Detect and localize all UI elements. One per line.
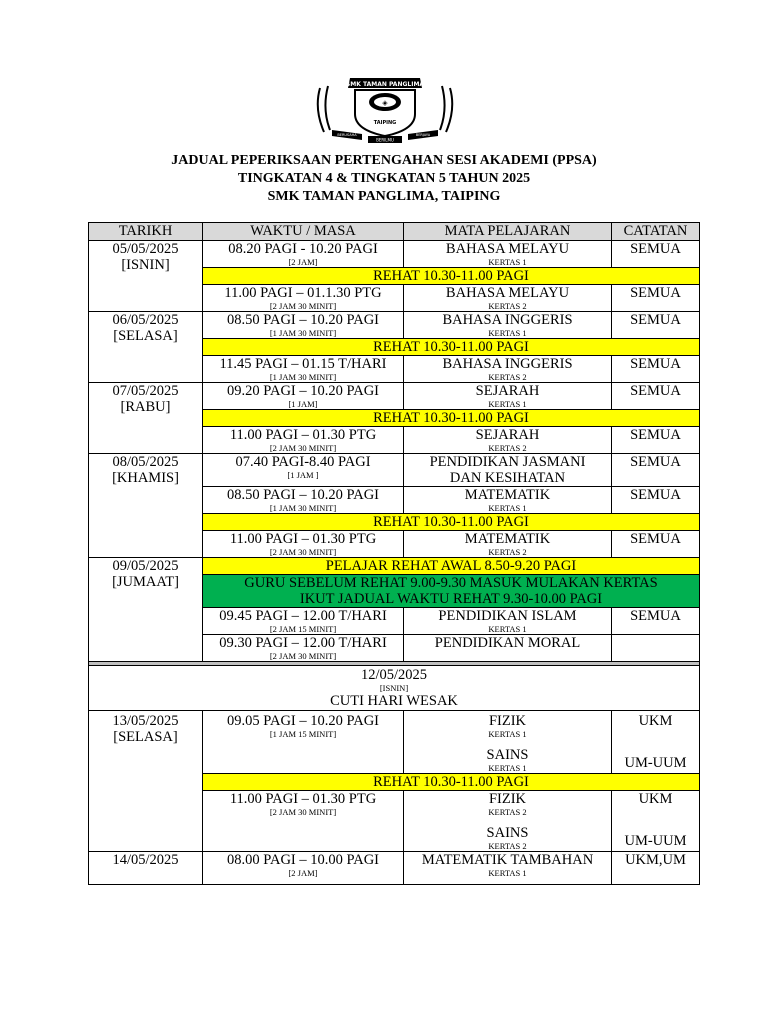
subject-cell (404, 454, 612, 487)
subject-text: PENDIDIKAN ISLAM (438, 608, 577, 624)
paper-text: KERTAS 1 (488, 503, 527, 513)
note-text: UM-UUM (624, 833, 687, 849)
paper-text: KERTAS 1 (488, 399, 527, 409)
subject-text: FIZIK (488, 713, 527, 729)
table-row (89, 711, 700, 774)
duration-text: [1 JAM 30 MINIT] (269, 503, 337, 513)
subject-cell (404, 711, 612, 774)
teacher-note-line-2: IKUT JADUAL WAKTU REHAT 9.30-10.00 PAGI (299, 591, 603, 607)
duration-text: [2 JAM 30 MINIT] (269, 547, 337, 557)
subject-cell (404, 487, 612, 514)
paper-text: KERTAS 1 (488, 868, 527, 878)
time-text: 09.05 PAGI – 10.20 PAGI (226, 713, 379, 729)
subject-text: BAHASA INGGERIS (442, 312, 573, 328)
date-text: 07/05/2025 (112, 383, 179, 399)
date-cell (89, 241, 203, 312)
subject-text: BAHASA MELAYU (445, 241, 570, 257)
paper-text: KERTAS 2 (488, 547, 527, 557)
note-text: UKM (638, 713, 673, 729)
note-cell (612, 711, 700, 774)
subject-text: FIZIK (488, 791, 527, 807)
subject-text: MATEMATIK (464, 531, 551, 547)
break-text: REHAT 10.30-11.00 PAGI (203, 410, 700, 427)
note-cell: SEMUA (612, 531, 700, 558)
note-cell: SEMUA (612, 454, 700, 487)
date-text: 05/05/2025 (112, 241, 179, 257)
school-logo (310, 74, 460, 144)
time-cell (203, 383, 404, 410)
paper-text: KERTAS 2 (488, 807, 527, 817)
logo-motto-bottom: BERILMU (376, 137, 394, 143)
duration-text: [2 JAM 30 MINIT] (269, 807, 337, 817)
time-cell (203, 312, 404, 339)
date-text: 12/05/2025 (360, 667, 428, 683)
teacher-note-line-1: GURU SEBELUM REHAT 9.00-9.30 MASUK MULAKAN KERTAS (244, 575, 658, 591)
duration-text: [2 JAM] (288, 257, 318, 267)
note-cell: SEMUA (612, 285, 700, 312)
table-header-row (89, 223, 700, 241)
paper-text: KERTAS 2 (488, 841, 527, 851)
subject-text: MATEMATIK (464, 487, 551, 503)
duration-text: [2 JAM] (288, 868, 318, 878)
time-text: 11.00 PAGI – 01.1.30 PTG (224, 285, 382, 301)
date-cell (89, 558, 203, 662)
time-cell (203, 285, 404, 312)
paper-text: KERTAS 2 (488, 301, 527, 311)
note-cell: SEMUA (612, 427, 700, 454)
note-cell: SEMUA (612, 487, 700, 514)
time-cell (203, 454, 404, 487)
svg-text:◈: ◈ (382, 99, 388, 107)
time-text: 11.45 PAGI – 01.15 T/HARI (219, 356, 387, 372)
date-text: 06/05/2025 (112, 312, 179, 328)
time-cell (203, 356, 404, 383)
subject-cell (404, 383, 612, 410)
paper-text: KERTAS 1 (488, 257, 527, 267)
time-text: 09.20 PAGI – 10.20 PAGI (226, 383, 379, 399)
table-row (89, 558, 700, 575)
header-tarikh: TARIKH (89, 223, 203, 241)
paper-text: KERTAS 1 (488, 729, 527, 739)
title-line-2: TINGKATAN 4 & TINGKATAN 5 TAHUN 2025 (237, 171, 531, 186)
duration-text: [1 JAM 15 MINIT] (269, 729, 337, 739)
note-text: UM-UUM (624, 755, 687, 771)
time-text: 08.20 PAGI - 10.20 PAGI (228, 241, 378, 257)
date-cell (89, 454, 203, 558)
subject-cell (404, 241, 612, 268)
table-row (89, 852, 700, 885)
subject-text: BAHASA INGGERIS (442, 356, 573, 372)
title-line-1: JADUAL PEPERIKSAAN PERTENGAHAN SESI AKADEMI (PPSA) (171, 153, 597, 168)
time-cell (203, 711, 404, 774)
note-cell: SEMUA (612, 608, 700, 635)
note-text: UKM (638, 791, 673, 807)
time-cell (203, 531, 404, 558)
duration-text: [2 JAM 15 MINIT] (269, 624, 337, 634)
duration-text: [2 JAM 30 MINIT] (269, 443, 337, 453)
time-text: 09.45 PAGI – 12.00 T/HARI (219, 608, 387, 624)
subject-cell (404, 427, 612, 454)
time-cell (203, 852, 404, 885)
table-row (89, 383, 700, 410)
time-text: 09.30 PAGI – 12.00 T/HARI (219, 635, 387, 651)
time-text: 07.40 PAGI-8.40 PAGI (235, 454, 371, 470)
break-text: REHAT 10.30-11.00 PAGI (203, 514, 700, 531)
note-cell: SEMUA (612, 356, 700, 383)
day-text: [JUMAAT] (112, 574, 179, 590)
paper-text: KERTAS 1 (488, 624, 527, 634)
date-cell (89, 383, 203, 454)
note-cell: SEMUA (612, 383, 700, 410)
note-cell: UKM,UM (612, 852, 700, 885)
logo-banner-text: SMK TAMAN PANGLIMA (345, 81, 425, 88)
early-break-text: PELAJAR REHAT AWAL 8.50-9.20 PAGI (203, 558, 700, 575)
holiday-text: CUTI HARI WESAK (330, 693, 458, 709)
paper-text: KERTAS 1 (488, 763, 527, 773)
day-text: [ISNIN] (379, 683, 409, 693)
date-cell (89, 312, 203, 383)
subject-cell (404, 531, 612, 558)
time-cell (203, 791, 404, 852)
note-cell (612, 791, 700, 852)
date-text: 14/05/2025 (112, 852, 179, 868)
subject-cell (404, 285, 612, 312)
paper-text: KERTAS 2 (488, 443, 527, 453)
date-cell (89, 852, 203, 885)
date-text: 08/05/2025 (112, 454, 179, 470)
subject-cell (404, 852, 612, 885)
day-text: [SELASA] (113, 328, 178, 344)
time-cell (203, 241, 404, 268)
subject-text: SEJARAH (475, 427, 540, 443)
date-text: 13/05/2025 (112, 713, 179, 729)
day-text: [SELASA] (113, 729, 178, 745)
time-text: 11.00 PAGI – 01.30 PTG (229, 791, 377, 807)
date-cell (89, 711, 203, 852)
header-catatan: CATATAN (612, 223, 700, 241)
duration-text: [1 JAM 30 MINIT] (269, 328, 337, 338)
paper-text: KERTAS 1 (488, 328, 527, 338)
subject-text: SAINS (486, 825, 529, 841)
holiday-cell (89, 666, 700, 711)
header-waktu: WAKTU / MASA (203, 223, 404, 241)
table-row (89, 312, 700, 339)
subject-cell (404, 312, 612, 339)
duration-text: [1 JAM ] (287, 470, 319, 480)
note-cell (612, 635, 700, 662)
document-title (0, 152, 768, 206)
title-line-3: SMK TAMAN PANGLIMA, TAIPING (267, 189, 501, 204)
header-mata-pelajaran: MATA PELAJARAN (404, 223, 612, 241)
day-text: [KHAMIS] (112, 470, 179, 486)
paper-text: KERTAS 2 (488, 372, 527, 382)
break-text: REHAT 10.30-11.00 PAGI (203, 774, 700, 791)
logo-motto-left: BERUSAHA (337, 133, 357, 137)
note-cell: SEMUA (612, 312, 700, 339)
table-row (89, 454, 700, 487)
day-text: [RABU] (120, 399, 171, 415)
logo-town-text: TAIPING (373, 120, 397, 126)
holiday-row (89, 666, 700, 711)
time-cell (203, 608, 404, 635)
time-text: 11.00 PAGI – 01.30 PTG (229, 531, 377, 547)
date-text: 09/05/2025 (112, 558, 179, 574)
duration-text: [1 JAM] (288, 399, 318, 409)
duration-text: [2 JAM 30 MINIT] (269, 651, 337, 661)
duration-text: [1 JAM 30 MINIT] (269, 372, 337, 382)
teacher-note-cell (203, 575, 700, 608)
time-cell (203, 635, 404, 662)
table-row (89, 241, 700, 268)
subject-text: PENDIDIKAN MORAL (434, 635, 581, 651)
subject-cell (404, 608, 612, 635)
duration-text: [2 JAM 30 MINIT] (269, 301, 337, 311)
exam-schedule-table (88, 222, 700, 885)
time-text: 08.00 PAGI – 10.00 PAGI (226, 852, 379, 868)
subject-text: SAINS (486, 747, 529, 763)
break-text: REHAT 10.30-11.00 PAGI (203, 339, 700, 356)
subject-text: DAN KESIHATAN (449, 470, 566, 486)
time-text: 08.50 PAGI – 10.20 PAGI (226, 487, 379, 503)
subject-cell (404, 356, 612, 383)
subject-text: SEJARAH (475, 383, 540, 399)
time-text: 08.50 PAGI – 10.20 PAGI (226, 312, 379, 328)
logo-motto-right: BERJAYA (415, 133, 431, 137)
time-text: 11.00 PAGI – 01.30 PTG (229, 427, 377, 443)
subject-text: MATEMATIK TAMBAHAN (421, 852, 594, 868)
time-cell (203, 487, 404, 514)
subject-text: PENDIDIKAN JASMANI (429, 454, 586, 470)
break-text: REHAT 10.30-11.00 PAGI (203, 268, 700, 285)
day-text: [ISNIN] (121, 257, 170, 273)
subject-cell (404, 635, 612, 662)
note-cell: SEMUA (612, 241, 700, 268)
subject-text: BAHASA MELAYU (445, 285, 570, 301)
time-cell (203, 427, 404, 454)
subject-cell (404, 791, 612, 852)
